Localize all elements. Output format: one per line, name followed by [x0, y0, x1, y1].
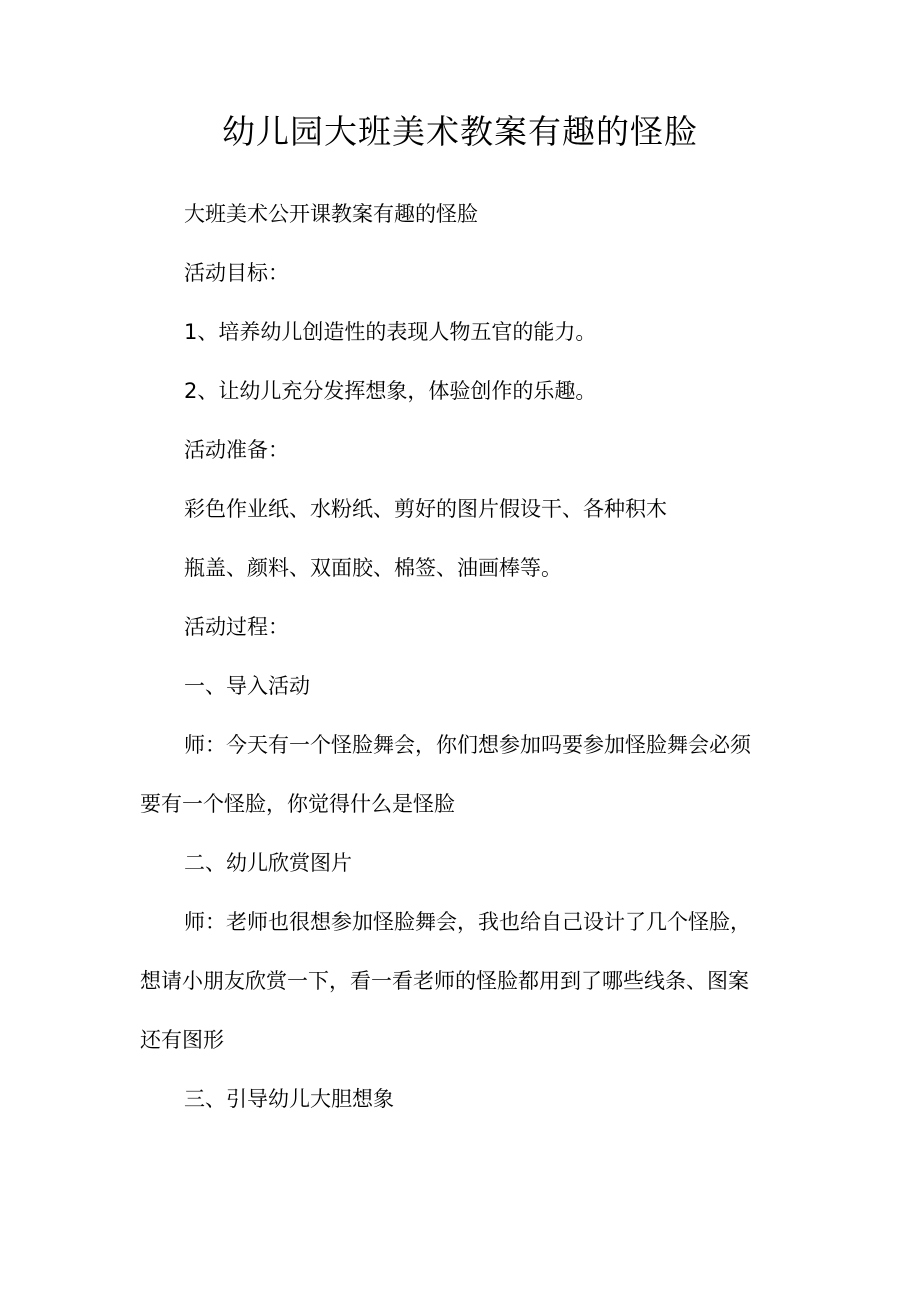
paragraph-goal-2: 2、让幼儿充分发挥想象，体验创作的乐趣。	[184, 379, 597, 403]
paragraph-materials-line-2: 瓶盖、颜料、双面胶、棉签、油画棒等。	[184, 556, 562, 580]
paragraph-goal-1: 1、培养幼儿创造性的表现人物五官的能力。	[184, 320, 597, 344]
page-title: 幼儿园大班美术教案有趣的怪脸	[222, 112, 698, 151]
paragraph-step-2-line-3: 还有图形	[140, 1028, 224, 1052]
heading-activity-preparation: 活动准备：	[184, 438, 289, 462]
heading-step-2: 二、幼儿欣赏图片	[184, 851, 352, 875]
paragraph-materials-line-1: 彩色作业纸、水粉纸、剪好的图片假设干、各种积木	[184, 497, 667, 521]
paragraph-step-1-line-1: 师：今天有一个怪脸舞会，你们想参加吗要参加怪脸舞会必须	[184, 733, 751, 757]
heading-activity-goals: 活动目标：	[184, 261, 289, 285]
paragraph-subtitle: 大班美术公开课教案有趣的怪脸	[184, 202, 478, 226]
heading-step-1: 一、导入活动	[184, 674, 310, 698]
heading-activity-process: 活动过程：	[184, 615, 289, 639]
paragraph-step-1-line-2: 要有一个怪脸，你觉得什么是怪脸	[140, 792, 455, 816]
paragraph-step-2-line-2: 想请小朋友欣赏一下，看一看老师的怪脸都用到了哪些线条、图案	[140, 969, 749, 993]
heading-step-3: 三、引导幼儿大胆想象	[184, 1087, 394, 1111]
paragraph-step-2-line-1: 师：老师也很想参加怪脸舞会，我也给自己设计了几个怪脸，	[184, 910, 751, 934]
